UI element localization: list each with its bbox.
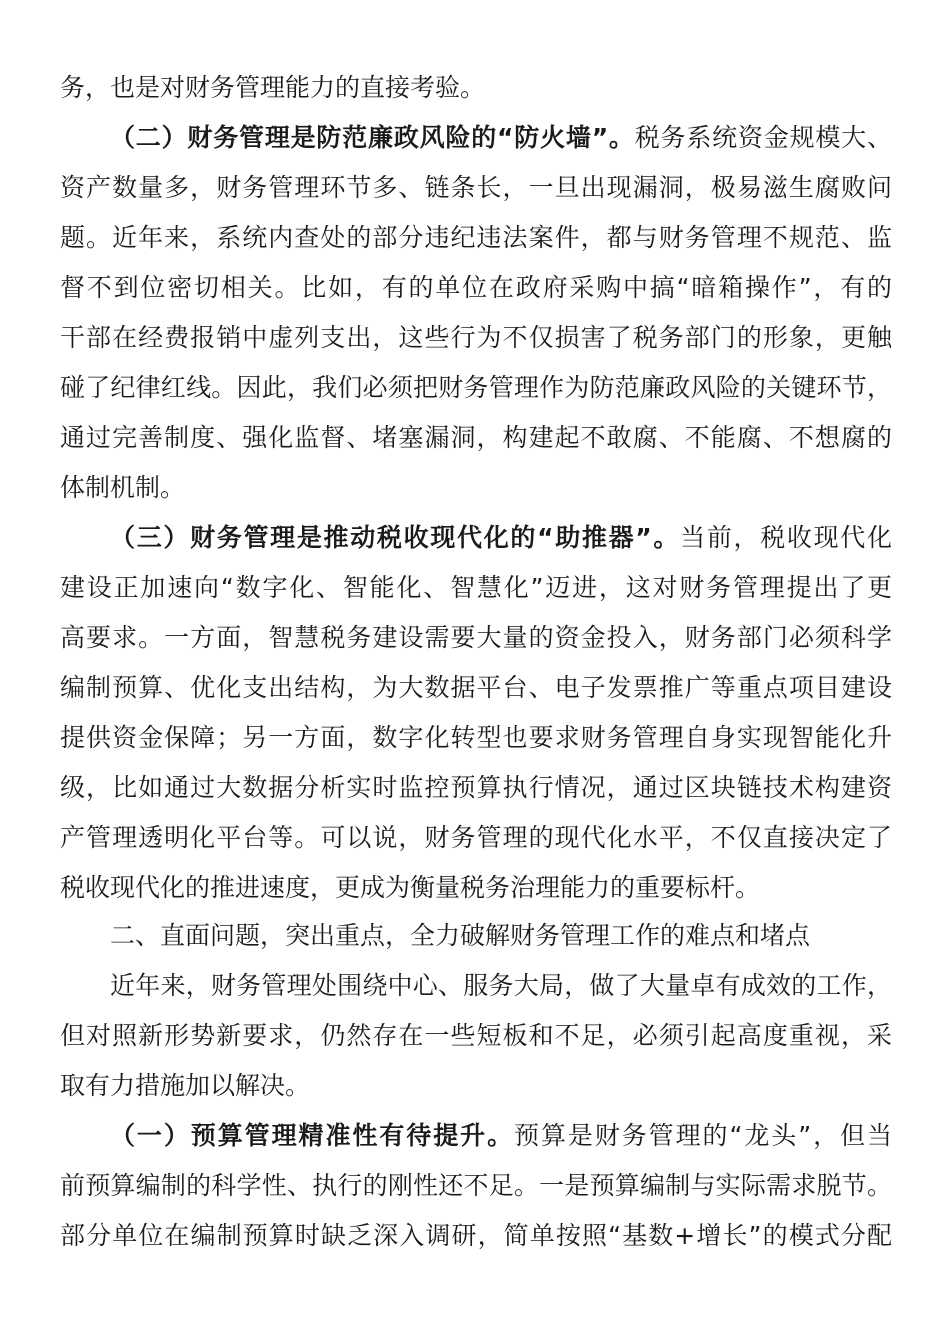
text-line: 资产数量多，财务管理环节多、链条长，一旦出现漏洞，极易滋生腐败问 xyxy=(60,173,892,202)
text-line: 碰了纪律红线。因此，我们必须把财务管理作为防范廉政风险的关键环节， xyxy=(60,373,892,402)
paragraph-line: 近年来，财务管理处围绕中心、服务大局，做了大量卓有成效的工作， xyxy=(110,971,892,1000)
text-line: 部分单位在编制预算时缺乏深入调研，简单按照“基数+增长”的模式分配 xyxy=(60,1221,892,1250)
section-heading: （二）财务管理是防范廉政风险的“防火墙”。 xyxy=(110,123,635,152)
chapter-heading: 二、直面问题，突出重点，全力破解财务管理工作的难点和堵点 xyxy=(110,921,811,950)
text-line: 产管理透明化平台等。可以说，财务管理的现代化水平，不仅直接决定了 xyxy=(60,823,892,852)
text-span: 当前，税收现代化 xyxy=(680,523,892,552)
text-line: 前预算编制的科学性、执行的刚性还不足。一是预算编制与实际需求脱节。 xyxy=(60,1171,892,1200)
text-span: 税务系统资金规模大、 xyxy=(634,123,892,152)
section-heading: （三）财务管理是推动税收现代化的“助推器”。 xyxy=(110,523,681,552)
text-line: 但对照新形势新要求，仍然存在一些短板和不足，必须引起高度重视，采 xyxy=(60,1021,892,1050)
text-line: 提供资金保障；另一方面，数字化转型也要求财务管理自身实现智能化升 xyxy=(60,723,892,752)
paragraph-line xyxy=(110,116,892,160)
section-heading: （一）预算管理精准性有待提升。 xyxy=(110,1121,515,1150)
text-line: 干部在经费报销中虚列支出，这些行为不仅损害了税务部门的形象，更触 xyxy=(60,323,892,352)
paragraph-line xyxy=(110,1114,892,1158)
text-span: 预算是财务管理的“龙头”，但当 xyxy=(514,1121,892,1150)
text-line: 级，比如通过大数据分析实时监控预算执行情况，通过区块链技术构建资 xyxy=(60,773,892,802)
text-line: 编制预算、优化支出结构，为大数据平台、电子发票推广等重点项目建设 xyxy=(60,673,892,702)
paragraph-line xyxy=(110,516,892,560)
text-line: 务，也是对财务管理能力的直接考验。 xyxy=(60,73,486,102)
text-line: 通过完善制度、强化监督、堵塞漏洞，构建起不敢腐、不能腐、不想腐的 xyxy=(60,423,892,452)
text-line: 体制机制。 xyxy=(60,473,186,502)
text-line: 取有力措施加以解决。 xyxy=(60,1071,311,1100)
text-line: 题。近年来，系统内查处的部分违纪违法案件，都与财务管理不规范、监 xyxy=(60,223,892,252)
text-line: 督不到位密切相关。比如，有的单位在政府采购中搞“暗箱操作”，有的 xyxy=(60,273,892,302)
text-line: 税收现代化的推进速度，更成为衡量税务治理能力的重要标杆。 xyxy=(60,873,761,902)
text-line: 建设正加速向“数字化、智能化、智慧化”迈进，这对财务管理提出了更 xyxy=(60,573,892,602)
text-line: 高要求。一方面，智慧税务建设需要大量的资金投入，财务部门必须科学 xyxy=(60,623,892,652)
